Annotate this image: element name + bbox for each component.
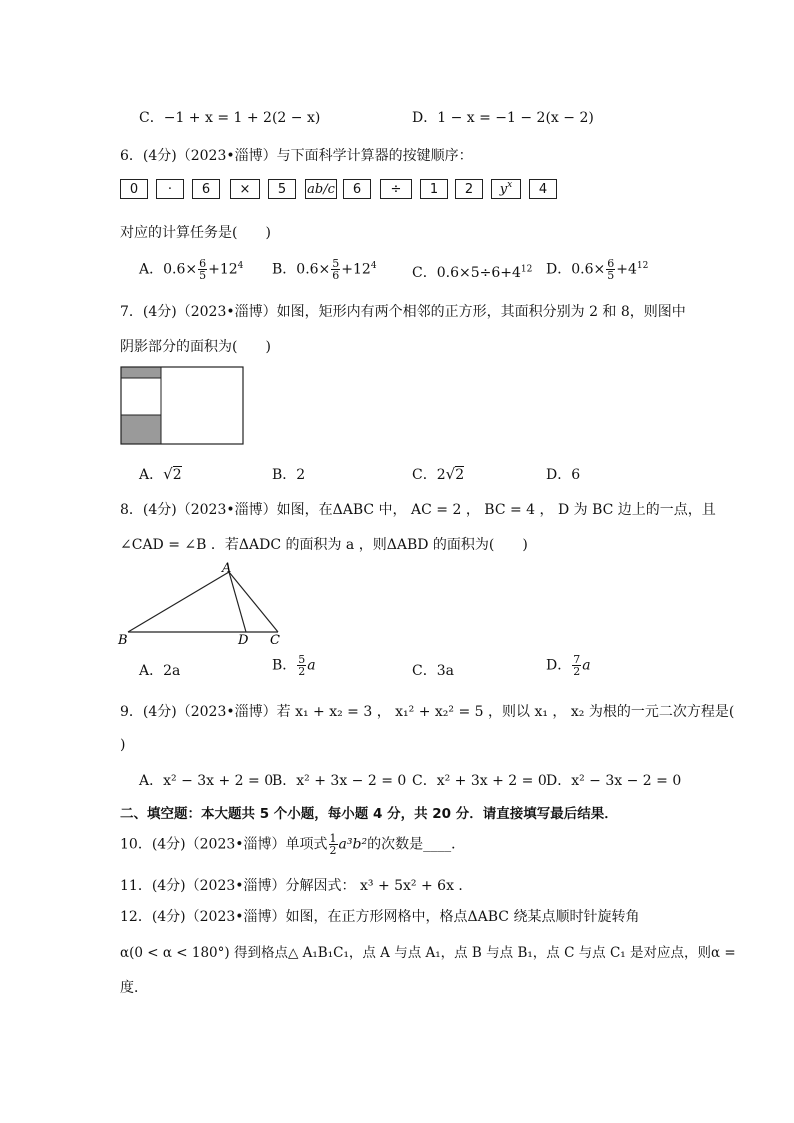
q6-option-c: C．$0.6\times 5\div 6+4^{12}$ — [412, 264, 533, 281]
q8-option-c: C．3a — [412, 663, 454, 679]
q9-option-a: A．x² − 3x + 2 = 0 — [139, 773, 274, 789]
key-divide: ÷ — [380, 179, 412, 199]
q7-option-c: C．2√2 — [412, 465, 465, 483]
q12-line2: α(0 < α < 180°) 得到格点△ A₁B₁C₁，点 A 与点 A₁，点 B 与点 B₁，点 C 与点 C₁ 是对应点，则α = — [120, 945, 736, 961]
q9-stem-line2: ) — [120, 737, 126, 753]
q6-task: 对应的计算任务是( ) — [120, 225, 271, 241]
key-0: 0 — [120, 179, 148, 199]
key-1: 1 — [420, 179, 448, 199]
q12-line3: 度． — [120, 980, 148, 996]
q6-option-b: B．0.6× $\frac{5}{6}$ $+12^4$ — [272, 257, 377, 282]
q7-option-b: B．2 — [272, 467, 306, 483]
q9-stem-line1: 9．(4分)（2023•淄博）若 x₁ + x₂ = 3 ， x₁² + x₂² = 5 ，则以 x₁ ， x₂ 为根的一元二次方程是( — [120, 704, 735, 720]
q6-stem: 6．(4分)（2023•淄博）与下面科学计算器的按键顺序： — [120, 148, 473, 164]
q9-option-b: B．x² + 3x − 2 = 0 — [272, 773, 407, 789]
q8-label-a: A — [222, 561, 232, 576]
key-6: 6 — [192, 179, 220, 199]
q7-stem-line2: 阴影部分的面积为( ) — [120, 339, 271, 355]
q8-stem-line1: 8．(4分)（2023•淄博）如图，在ΔABC 中， AC = 2 ， BC = 4 ， D 为 BC 边上的一点，且 — [120, 502, 716, 518]
key-4: 4 — [529, 179, 557, 199]
q12-line1: 12．(4分)（2023•淄博）如图，在正方形网格中，格点ΔABC 绕某点顺时针旋转角 — [120, 909, 640, 925]
key-power-base: y — [499, 181, 508, 197]
q5-option-d: D．1 − x = −1 − 2(x − 2) — [412, 110, 594, 126]
q7-figure-rectangle-squares — [120, 366, 246, 446]
q7-option-a: A．√2 — [139, 465, 182, 483]
key-6b: 6 — [343, 179, 371, 199]
q8-label-c: C — [270, 633, 280, 648]
q8-label-b: B — [118, 633, 128, 648]
key-fraction: ab/c — [305, 179, 337, 199]
q9-option-d: D．x² − 3x − 2 = 0 — [546, 773, 682, 789]
q6-option-a: A．0.6× $\frac{6}{5}$ $+12^4$ — [139, 257, 244, 282]
key-2: 2 — [455, 179, 483, 199]
q7-option-d: D．6 — [546, 467, 581, 483]
key-decimal: · — [156, 179, 184, 199]
q5-option-c: C．−1 + x = 1 + 2(2 − x) — [139, 110, 321, 126]
q8-option-d: D． $\frac{7}{2}$ a — [546, 653, 591, 678]
key-5: 5 — [268, 179, 296, 199]
q7-stem-line1: 7．(4分)（2023•淄博）如图，矩形内有两个相邻的正方形，其面积分别为 2 和 8，则图中 — [120, 304, 686, 320]
section-2-heading: 二、填空题：本大题共 5 个小题，每小题 4 分，共 20 分．请直接填写最后结果． — [120, 806, 618, 822]
q8-stem-line2: ∠CAD = ∠B ．若ΔADC 的面积为 a ，则ΔABD 的面积为( ) — [120, 537, 528, 553]
key-multiply: × — [230, 179, 260, 199]
key-power — [491, 179, 521, 199]
q11-line: 11．(4分)（2023•淄博）分解因式： x³ + 5x² + 6x ． — [120, 878, 473, 894]
key-power-exp: x — [507, 180, 513, 190]
q9-option-c: C．x² + 3x + 2 = 0 — [412, 773, 547, 789]
q8-option-b: B． $\frac{5}{2}$ a — [272, 653, 316, 678]
q10-line: 10．(4分)（2023•淄博）单项式 $\frac{1}{2}$ a³b²的次数是____． — [120, 832, 466, 857]
q8-label-d: D — [238, 633, 249, 648]
q6-option-d: D．0.6× $\frac{6}{5}$ $+4^{12}$ — [546, 257, 649, 282]
q8-figure-triangle — [116, 560, 286, 648]
q8-option-a: A．2a — [139, 663, 181, 679]
